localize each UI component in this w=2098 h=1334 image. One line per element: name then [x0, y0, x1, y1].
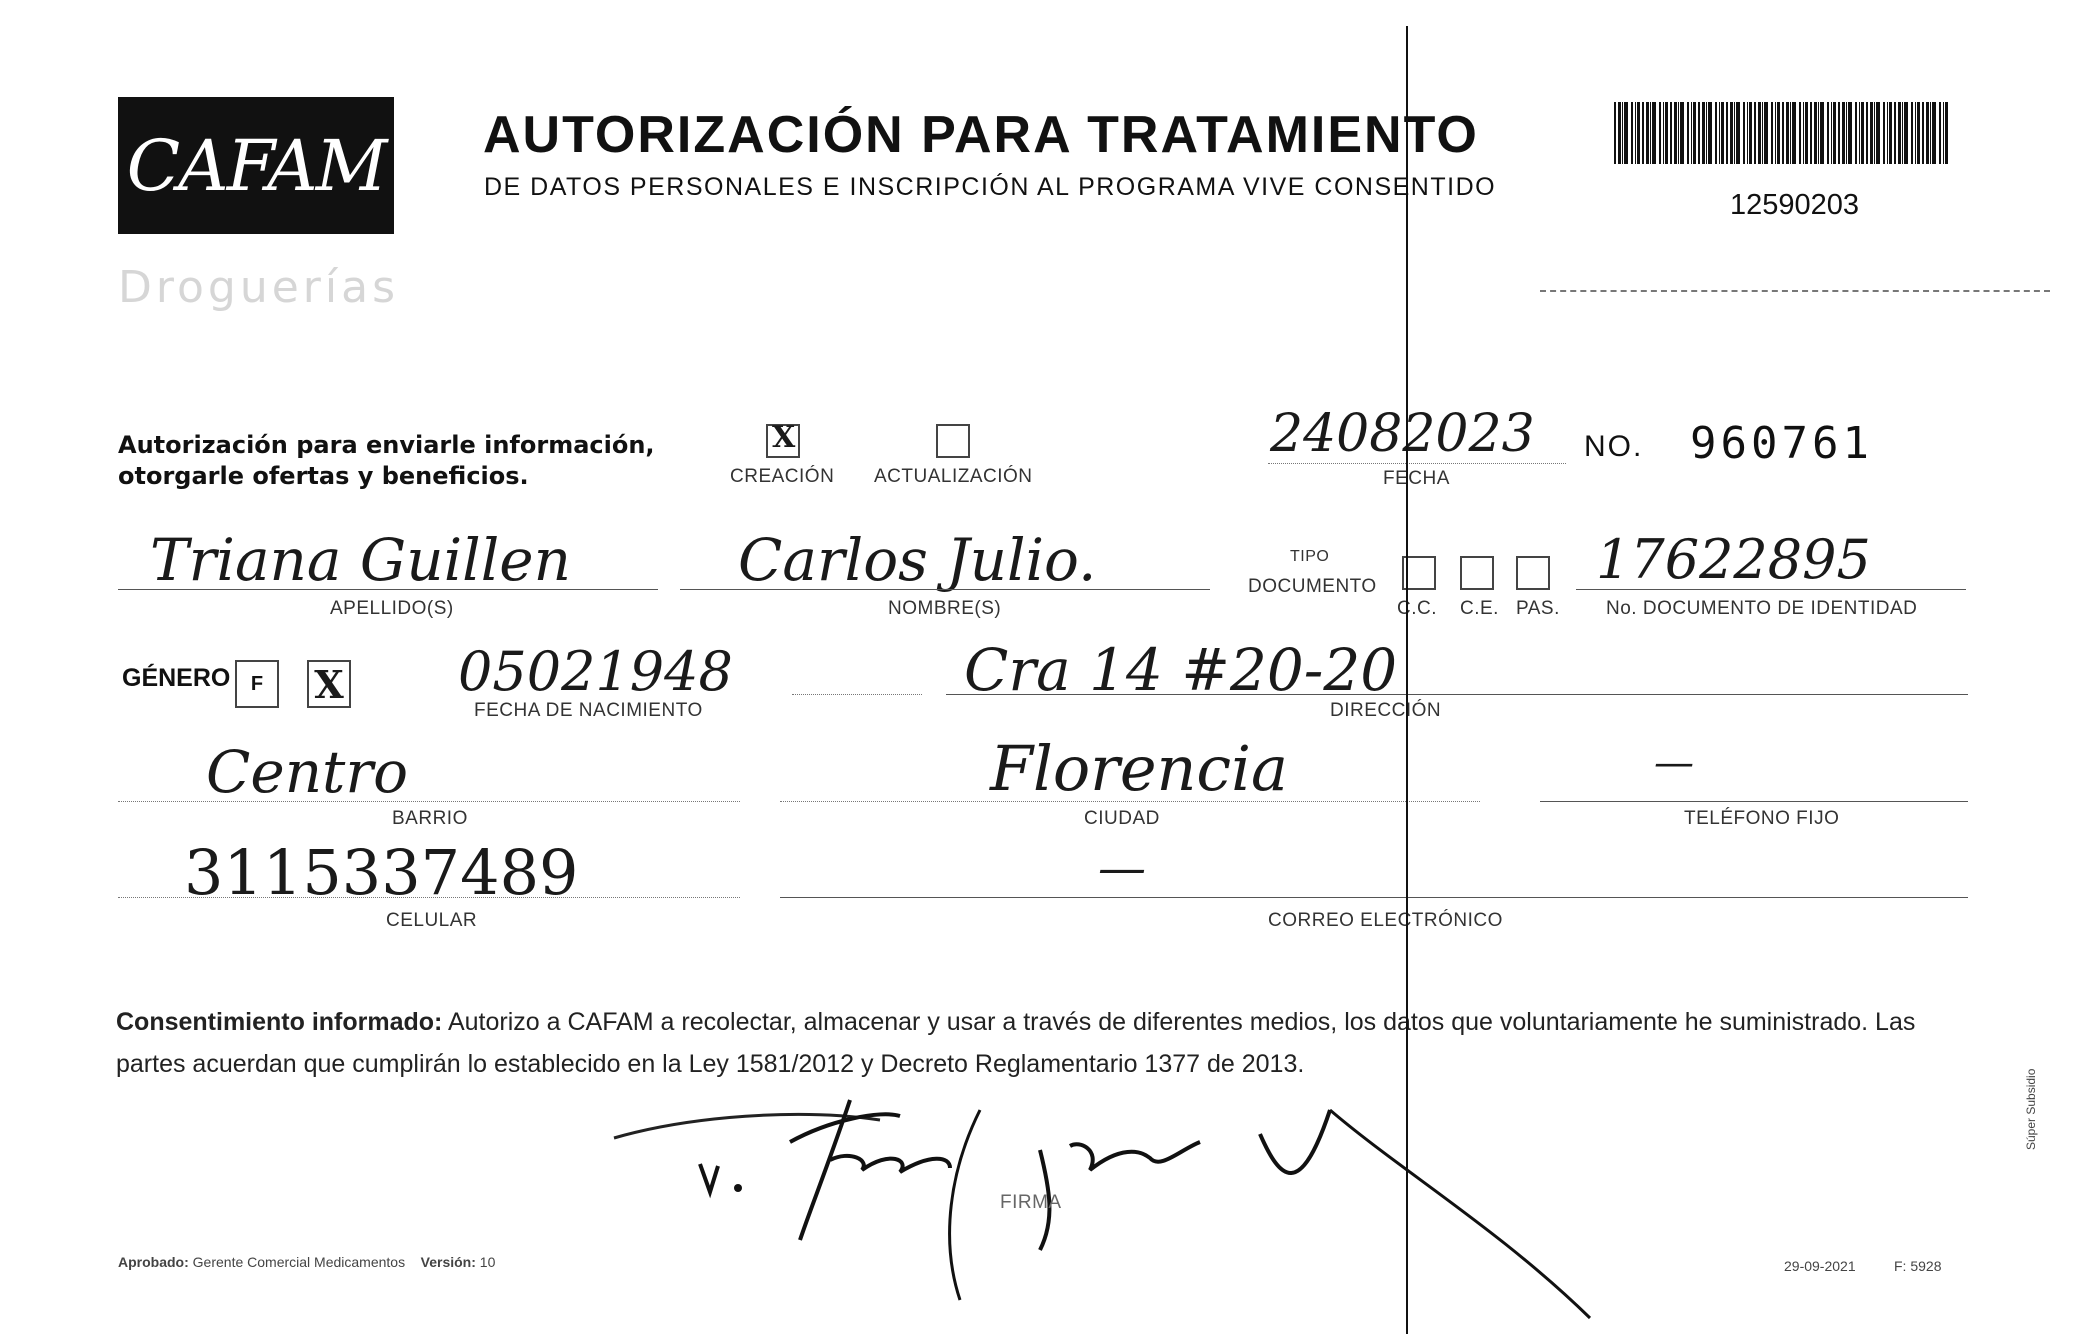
no-label: NO.: [1584, 430, 1644, 463]
no-value: 960761: [1690, 418, 1873, 469]
cafam-logo: [118, 97, 394, 234]
creacion-label: CREACIÓN: [730, 466, 835, 487]
consent-paragraph: [116, 1001, 1986, 1085]
firma-label: FIRMA: [1000, 1192, 1062, 1213]
authorization-label: [118, 430, 655, 492]
tipo-label: TIPO: [1290, 548, 1330, 565]
fecha-value: 24082023: [1270, 404, 1535, 464]
direccion-value: Cra 14 #20-20: [964, 636, 1398, 704]
correo-line: [780, 897, 1968, 898]
genero-m-mark: X: [314, 661, 344, 707]
telefono-label: TELÉFONO FIJO: [1684, 808, 1840, 829]
genero-f-checkbox[interactable]: [235, 660, 279, 708]
actualizacion-checkbox[interactable]: [936, 424, 970, 458]
logo-subtitle: Droguerías: [118, 262, 400, 313]
authorization-label-line2: otorgarle ofertas y beneficios.: [118, 462, 529, 490]
documento-label: No. DOCUMENTO DE IDENTIDAD: [1606, 598, 1918, 619]
signature-icon: [600, 1090, 1600, 1320]
form-subtitle: DE DATOS PERSONALES E INSCRIPCIÓN AL PROGRAMA VIVE CONSENTIDO: [484, 173, 1497, 201]
nacimiento-line: [792, 694, 922, 695]
fecha-label: FECHA: [1383, 468, 1450, 489]
direccion-label: DIRECCIÓN: [1330, 700, 1442, 721]
footer-date: 29-09-2021: [1784, 1258, 1856, 1274]
barrio-label: BARRIO: [392, 808, 468, 829]
form-title: AUTORIZACIÓN PARA TRATAMIENTO: [483, 106, 1479, 164]
actualizacion-label: ACTUALIZACIÓN: [874, 466, 1033, 487]
version-label: Versión:: [420, 1254, 476, 1270]
footer-aprobado: [118, 1254, 495, 1270]
apellidos-value: Triana Guillen: [150, 526, 571, 594]
dashed-divider: [1540, 290, 2050, 292]
celular-value: 3115337489: [184, 836, 579, 909]
fecha-line: [1268, 463, 1566, 464]
consent-text: Autorizo a CAFAM a recolectar, almacenar y usar a través de diferentes medios, los datos que voluntariamente he suministrado. Las partes acuerdan que cumplirán lo establecido en la Ley 1581/2012 y Decreto Reglamentario 1377 de 2013.: [116, 1008, 1916, 1078]
cc-label: C.C.: [1397, 598, 1437, 619]
correo-value: —: [1098, 840, 1146, 896]
genero-m-checkbox[interactable]: [307, 660, 351, 708]
creacion-mark: X: [772, 420, 796, 455]
authorization-label-line1: Autorización para enviarle información,: [118, 431, 655, 459]
scan-line: [1406, 26, 1408, 1334]
nacimiento-value: 05021948: [458, 640, 733, 703]
direccion-line: [946, 694, 1968, 695]
pas-label: PAS.: [1516, 598, 1560, 619]
footer-code: F: 5928: [1894, 1258, 1942, 1274]
apellidos-line: [118, 589, 658, 590]
celular-label: CELULAR: [386, 910, 478, 931]
consent-heading: Consentimiento informado:: [116, 1008, 443, 1036]
logo-text: CAFAM: [126, 124, 386, 207]
creacion-checkbox[interactable]: [766, 420, 800, 458]
apellidos-label: APELLIDO(S): [330, 598, 454, 619]
nombres-value: Carlos Julio.: [738, 526, 1097, 594]
documento-value: 17622895: [1596, 528, 1871, 591]
ciudad-label: CIUDAD: [1084, 808, 1160, 829]
ce-label: C.E.: [1460, 598, 1499, 619]
pas-checkbox[interactable]: [1516, 556, 1550, 590]
documento-type-label: DOCUMENTO: [1248, 576, 1377, 597]
ciudad-line: [780, 801, 1480, 802]
telefono-value: —: [1654, 740, 1694, 786]
version-value: 10: [479, 1254, 496, 1270]
barrio-line: [118, 801, 740, 802]
telefono-line: [1540, 801, 1968, 802]
aprobado-value: Gerente Comercial Medicamentos: [192, 1254, 406, 1270]
vertical-brand-text: Súper Subsidio: [2024, 1068, 2038, 1150]
barrio-value: Centro: [206, 738, 409, 806]
aprobado-label: Aprobado:: [118, 1254, 189, 1270]
nacimiento-label: FECHA DE NACIMIENTO: [474, 700, 703, 721]
genero-f-label: F: [250, 672, 264, 695]
correo-label: CORREO ELECTRÓNICO: [1268, 910, 1503, 931]
documento-line: [1576, 589, 1966, 590]
barcode-number: 12590203: [1730, 189, 1860, 221]
ce-checkbox[interactable]: [1460, 556, 1494, 590]
nombres-label: NOMBRE(S): [888, 598, 1002, 619]
barcode-icon: [1614, 102, 1948, 164]
nombres-line: [680, 589, 1210, 590]
genero-label: GÉNERO: [122, 664, 231, 692]
celular-line: [118, 897, 740, 898]
ciudad-value: Florencia: [990, 732, 1288, 805]
